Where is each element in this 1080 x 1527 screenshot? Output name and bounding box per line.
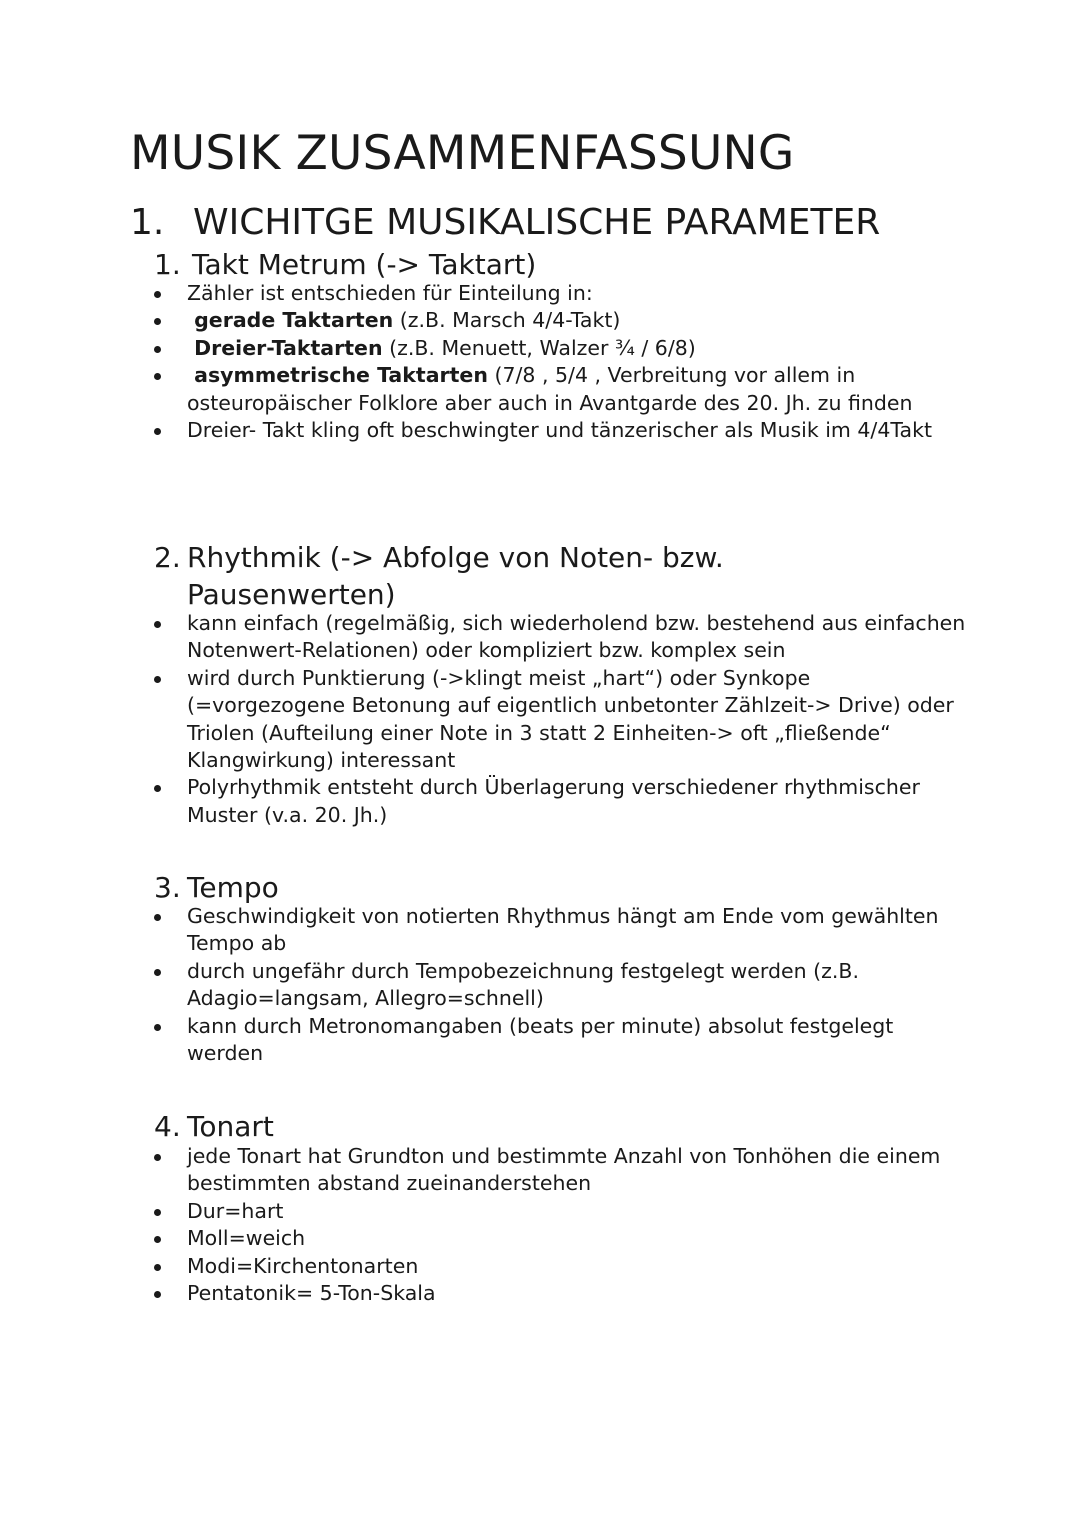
list-item: jede Tonart hat Grundton und bestimmte Anzahl von Tonhöhen die einem bestimmten abstand zueinanderstehen — [154, 1143, 974, 1198]
section-heading — [154, 1108, 974, 1145]
bullet-list — [154, 903, 974, 1067]
list-item: gerade Taktarten (z.B. Marsch 4/4-Takt) — [154, 307, 974, 334]
bullet-icon — [154, 621, 161, 628]
section-tonart — [154, 1108, 974, 1307]
document-title: MUSIK ZUSAMMENFASSUNG — [130, 126, 795, 181]
bullet-icon — [154, 1236, 161, 1243]
chapter-heading — [130, 200, 880, 246]
bullet-icon — [154, 969, 161, 976]
chapter-title: WICHITGE MUSIKALISCHE PARAMETER — [193, 202, 881, 243]
bullet-icon — [154, 291, 161, 298]
section-tempo — [154, 869, 974, 1067]
list-item: Pentatonik= 5-Ton-Skala — [154, 1280, 974, 1307]
list-item: Modi=Kirchentonarten — [154, 1253, 974, 1280]
list-item: durch ungefähr durch Tempobezeichnung festgelegt werden (z.B. Adagio=langsam, Allegro=schnell) — [154, 958, 974, 1013]
list-item: Dur=hart — [154, 1198, 974, 1225]
section-heading — [154, 246, 974, 283]
section-number: 3. — [154, 871, 181, 904]
bullet-icon — [154, 373, 161, 380]
section-number: 4. — [154, 1110, 181, 1143]
list-item: Moll=weich — [154, 1225, 974, 1252]
bullet-icon — [154, 785, 161, 792]
section-rhythmik — [154, 539, 974, 829]
bullet-list — [154, 280, 974, 444]
section-number: 2. — [154, 541, 181, 574]
list-item: Geschwindigkeit von notierten Rhythmus hängt am Ende vom gewählten Tempo ab — [154, 903, 974, 958]
section-takt — [154, 246, 974, 444]
bullet-list — [154, 610, 974, 829]
bullet-icon — [154, 1209, 161, 1216]
bullet-icon — [154, 676, 161, 683]
section-title: Tonart — [187, 1110, 274, 1143]
section-number: 1. — [154, 248, 181, 281]
section-heading — [154, 869, 974, 906]
bullet-icon — [154, 914, 161, 921]
bullet-icon — [154, 428, 161, 435]
list-item: kann durch Metronomangaben (beats per minute) absolut festgelegt werden — [154, 1013, 974, 1068]
chapter-number: 1. — [130, 202, 165, 243]
list-item: kann einfach (regelmäßig, sich wiederholend bzw. bestehend aus einfachen Notenwert-Relationen) oder kompliziert bzw. komplex sein — [154, 610, 974, 665]
bullet-icon — [154, 1264, 161, 1271]
bullet-icon — [154, 318, 161, 325]
bullet-icon — [154, 346, 161, 353]
bullet-icon — [154, 1024, 161, 1031]
bullet-icon — [154, 1154, 161, 1161]
list-item: Polyrhythmik entsteht durch Überlagerung verschiedener rhythmischer Muster (v.a. 20. Jh.) — [154, 774, 974, 829]
section-heading — [154, 539, 974, 613]
list-item: Dreier- Takt kling oft beschwingter und tänzerischer als Musik im 4/4Takt — [154, 417, 974, 444]
section-title: Takt Metrum (-> Taktart) — [192, 248, 537, 281]
section-title: Tempo — [187, 871, 279, 904]
list-item: Dreier-Taktarten (z.B. Menuett, Walzer ¾ / 6/8) — [154, 335, 974, 362]
list-item: Zähler ist entschieden für Einteilung in: — [154, 280, 974, 307]
list-item: wird durch Punktierung (->klingt meist „hart“) oder Synkope (=vorgezogene Betonung auf eigentlich unbetonter Zählzeit-> Drive) oder Triolen (Aufteilung einer Note in 3 statt 2 Einheiten-> oft „fließende“ Klangwirkung) interessant — [154, 665, 974, 775]
bullet-list — [154, 1143, 974, 1307]
list-item: asymmetrische Taktarten (7/8 , 5/4 , Verbreitung vor allem in osteuropäischer Folklore aber auch in Avantgarde des 20. Jh. zu finden — [154, 362, 974, 417]
bullet-icon — [154, 1291, 161, 1298]
section-title: Rhythmik (-> Abfolge von Noten- bzw. Pausenwerten) — [187, 541, 724, 611]
